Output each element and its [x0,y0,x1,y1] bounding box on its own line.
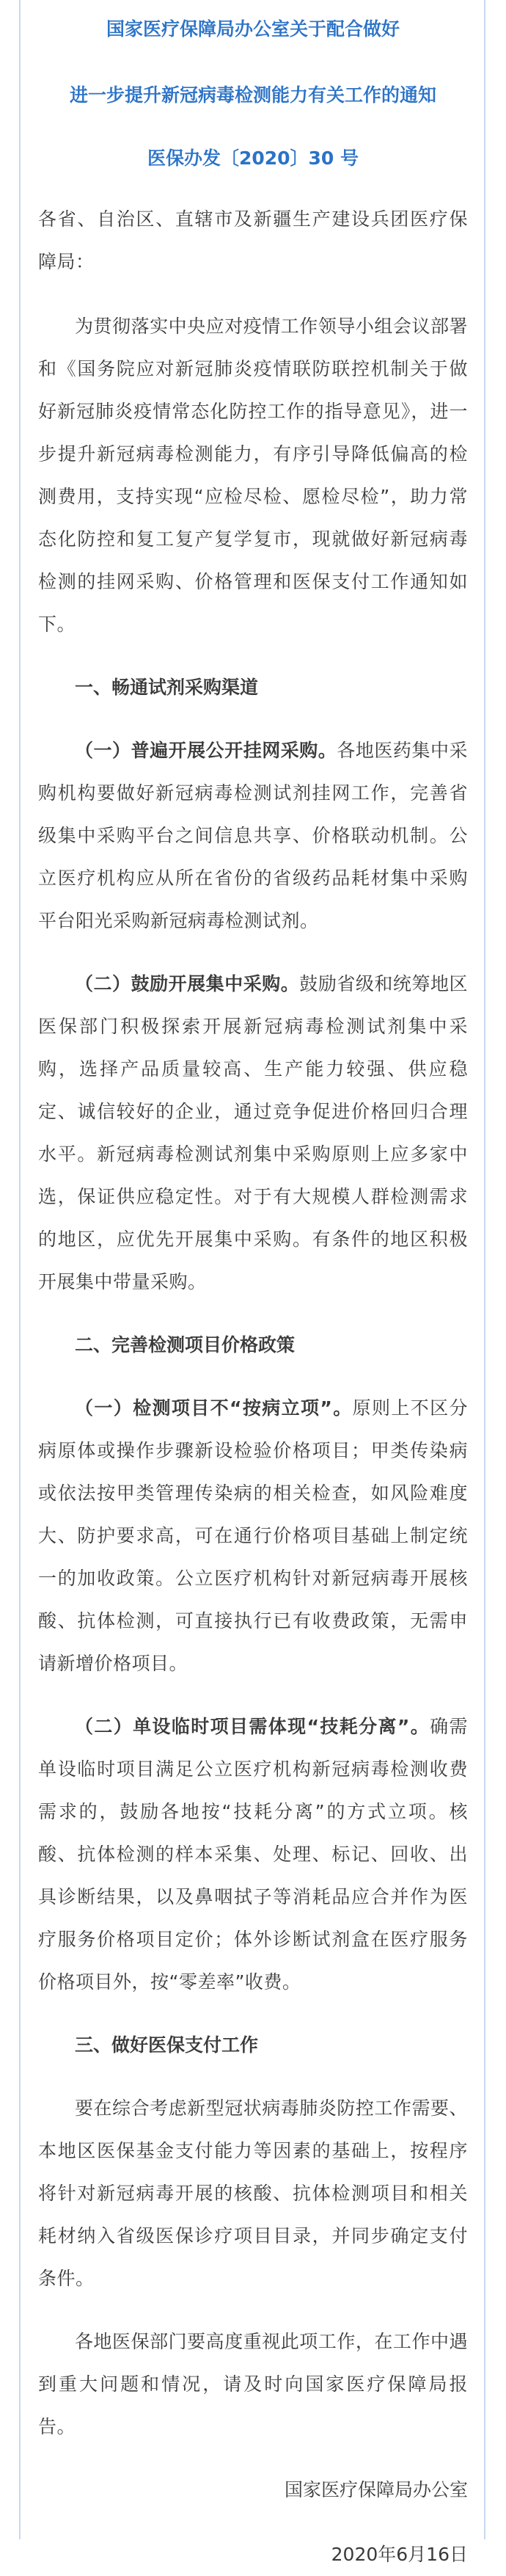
section-2-paragraph-2 [38,1706,468,2004]
section-2-paragraph-1-body: 原则上不区分病原体或操作步骤新设检验价格项目；甲类传染病或依法按甲类管理传染病的相关检查，如风险难度大、防护要求高，可在通行价格项目基础上制定统一的加收政策。公立医疗机构针对新冠病毒开展核酸、抗体检测，可直接执行已有收费政策，无需申请新增价格项目。 [38,1397,468,1674]
section-1-paragraph-2-body: 鼓励省级和统筹地区医保部门积极探索开展新冠病毒检测试剂集中采购，选择产品质量较高、生产能力较强、供应稳定、诚信较好的企业，通过竞争促进价格回归合理水平。新冠病毒检测试剂集中采购原则上应多家中选，保证供应稳定性。对于有大规模人群检测需求的地区，应优先开展集中采购。有条件的地区积极开展集中带量采购。 [38,973,468,1292]
addressee: 各省、自治区、直辖市及新疆生产建设兵团医疗保障局： [38,208,468,272]
section-2-paragraph-1-lead: （一）检测项目不“按病立项”。 [75,1397,353,1419]
signature: 国家医疗保障局办公室 [284,2479,468,2500]
title-line-1: 国家医疗保障局办公室关于配合做好 [106,18,400,40]
section-2-paragraph-2-body: 确需单设临时项目满足公立医疗机构新冠病毒检测收费需求的，鼓励各地按“技耗分离”的方式立项。核酸、抗体检测的样本采集、处理、标记、回收、出具诊断结果，以及鼻咽拭子等消耗品应合并作为医疗服务价格项目定价；体外诊断试剂盒在医疗服务价格项目外，按“零差率”收费。 [38,1716,468,1993]
section-1-paragraph-1 [38,729,468,942]
section-1-heading: 一、畅通试剂采购渠道 [75,677,259,698]
document-number: 医保办发〔2020〕30 号 [147,148,359,169]
section-1-paragraph-1-body: 各地医药集中采购机构要做好新冠病毒检测试剂挂网工作，完善省级集中采购平台之间信息共享、价格联动机制。公立医疗机构应从所在省份的省级药品耗材集中采购平台阳光采购新冠病毒检测试剂。 [38,740,468,931]
section-3-paragraph-1: 要在综合考虑新型冠状病毒肺炎防控工作需要、本地区医保基金支付能力等因素的基础上，按程序将针对新冠病毒开展的核酸、抗体检测项目和相关耗材纳入省级医保诊疗项目目录，并同步确定支付条件。 [38,2097,468,2289]
section-1-paragraph-2-lead: （二）鼓励开展集中采购。 [75,973,300,994]
section-1-paragraph-2 [38,963,468,1303]
closing-paragraph: 各地医保部门要高度重视此项工作，在工作中遇到重大问题和情况，请及时向国家医疗保障局报告。 [38,2331,468,2437]
title-line-2: 进一步提升新冠病毒检测能力有关工作的通知 [69,84,436,106]
section-2-paragraph-2-lead: （二）单设临时项目需体现“技耗分离”。 [75,1716,430,1737]
document-date: 2020年6月16日 [331,2544,468,2565]
section-3-heading: 三、做好医保支付工作 [75,2034,259,2056]
section-2-heading: 二、完善检测项目价格政策 [75,1334,296,1356]
intro-paragraph: 为贯彻落实中央应对疫情工作领导小组会议部署和《国务院应对新冠肺炎疫情联防联控机制关于做好新冠肺炎疫情常态化防控工作的指导意见》，进一步提升新冠病毒检测能力，有序引导降低偏高的检测费用，支持实现“应检尽检、愿检尽检”，助力常态化防控和复工复产复学复市，现就做好新冠病毒检测的挂网采购、价格管理和医保支付工作通知如下。 [38,316,468,635]
section-1-paragraph-1-lead: （一）普遍开展公开挂网采购。 [75,740,337,761]
section-2-paragraph-1 [38,1387,468,1685]
document-body [38,0,468,2576]
